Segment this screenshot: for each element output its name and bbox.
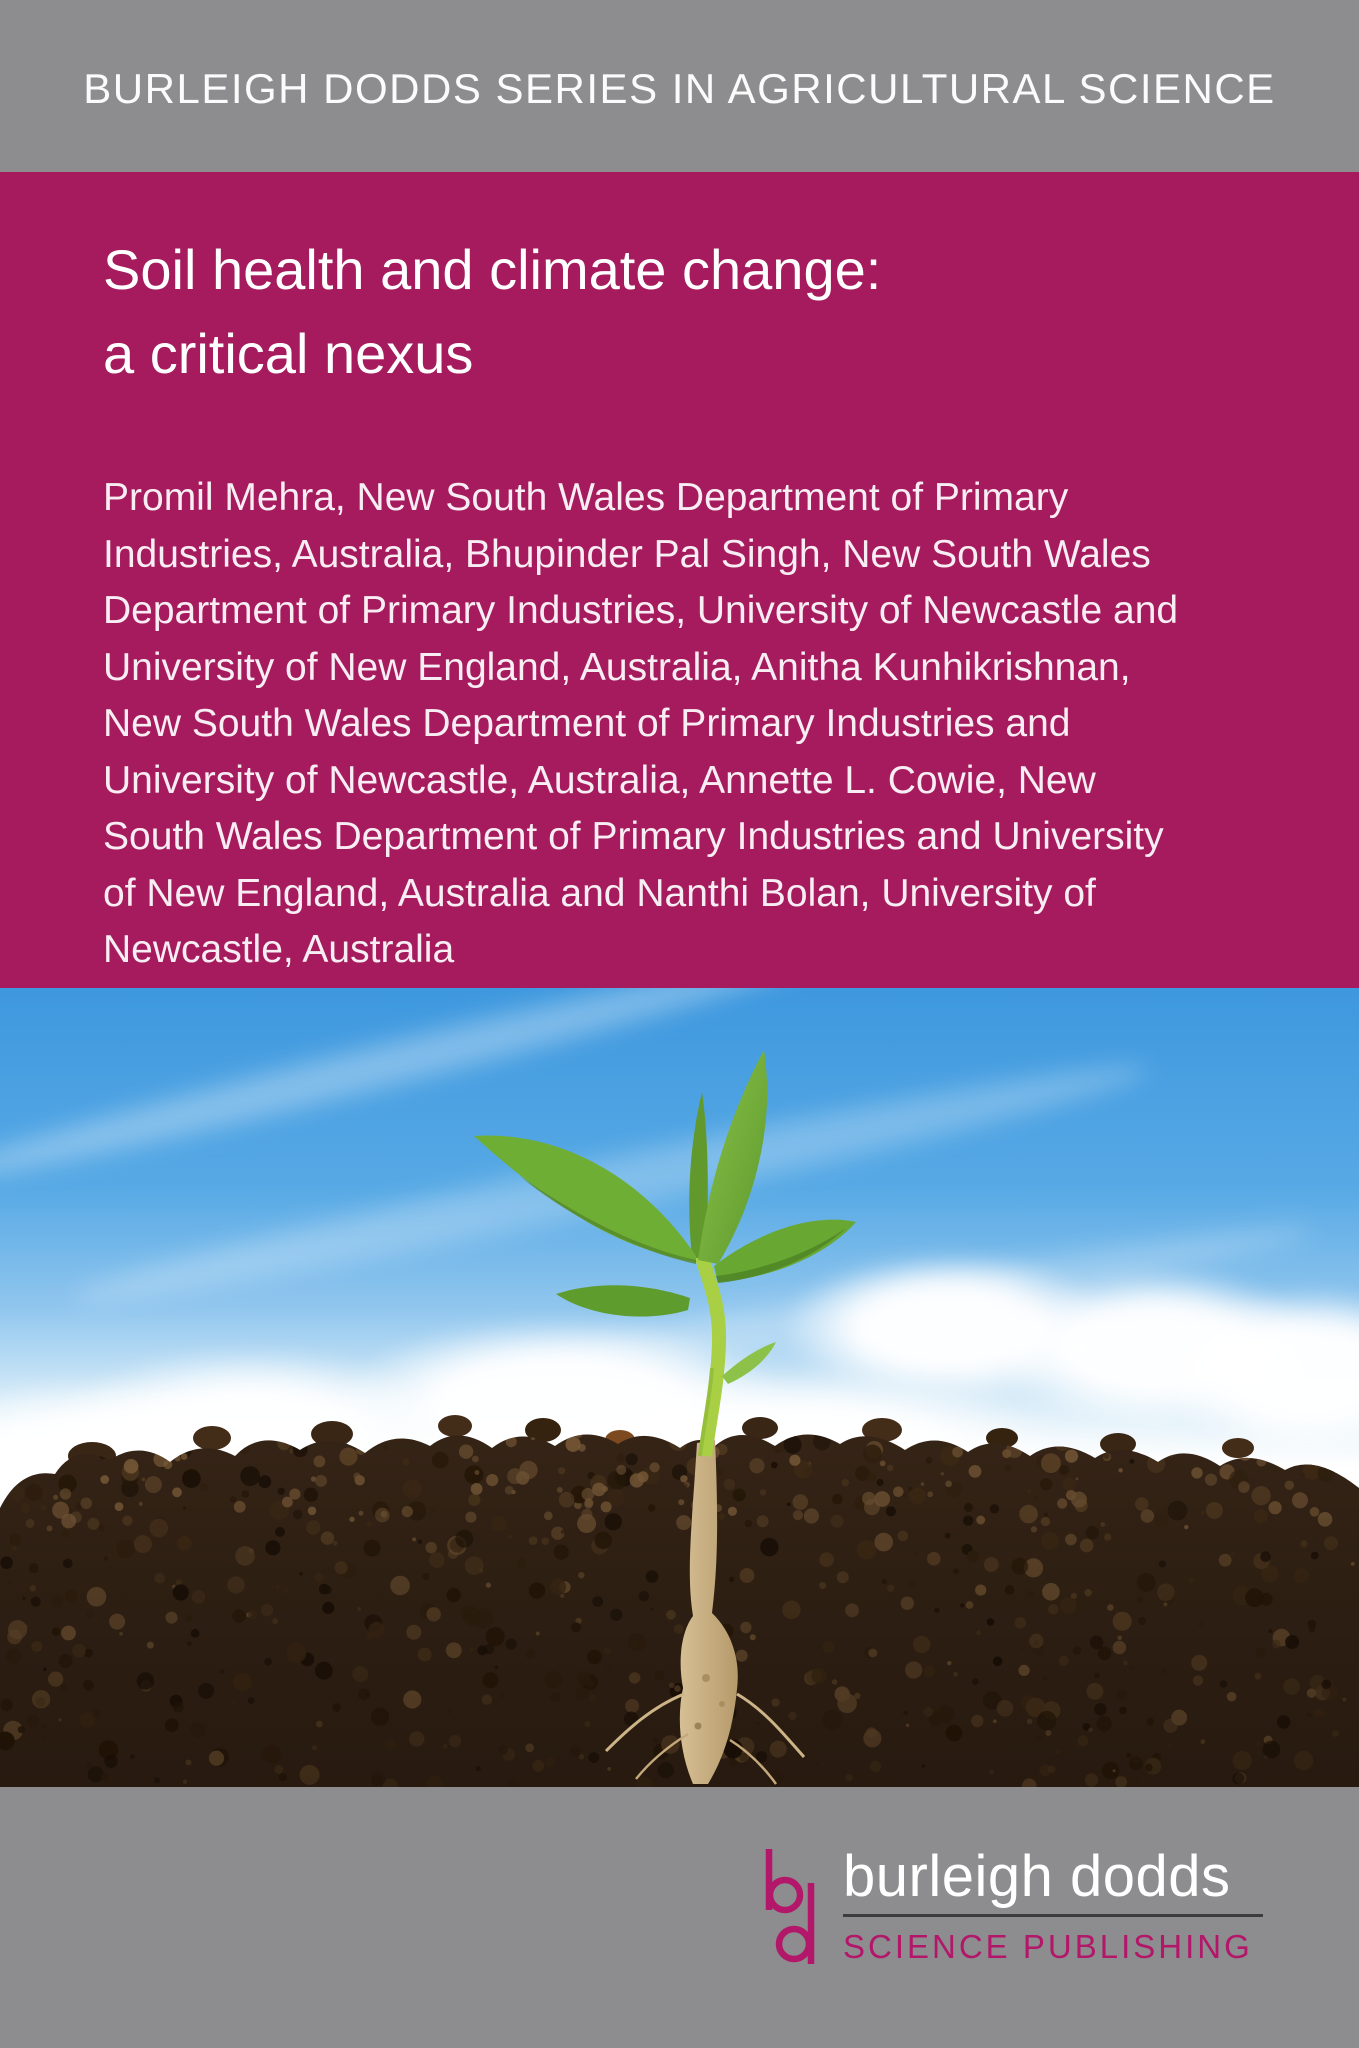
seedling-leaves bbox=[474, 1050, 856, 1384]
book-title-line2: a critical nexus bbox=[103, 322, 474, 385]
series-banner bbox=[0, 0, 1359, 172]
seedling-illustration bbox=[0, 988, 1359, 1787]
logo-divider bbox=[843, 1914, 1263, 1917]
authors-line: Promil Mehra, New South Wales Department of Primary bbox=[103, 476, 1069, 519]
publisher-logo bbox=[761, 1844, 1263, 1969]
seedling-root bbox=[606, 1440, 804, 1784]
publisher-footer bbox=[0, 1787, 1359, 2048]
series-title: BURLEIGH DODDS SERIES IN AGRICULTURAL SCIENCE bbox=[83, 65, 1276, 112]
authors-block bbox=[103, 470, 1269, 979]
authors-line: of New England, Australia and Nanthi Bolan, University of bbox=[103, 871, 1096, 915]
bd-monogram-icon bbox=[761, 1849, 825, 1969]
authors-line: University of Newcastle, Australia, Annette L. Cowie, New bbox=[103, 758, 1096, 802]
authors-line: University of New England, Australia, Anitha Kunhikrishnan, bbox=[103, 645, 1131, 689]
authors-line: New South Wales Department of Primary Industries and bbox=[103, 702, 1071, 745]
publisher-subtitle: SCIENCE PUBLISHING bbox=[843, 1928, 1253, 1965]
authors-line: South Wales Department of Primary Industries and University bbox=[103, 815, 1164, 858]
authors-line: Industries, Australia, Bhupinder Pal Singh, New South Wales bbox=[103, 532, 1151, 576]
cover-photo bbox=[0, 988, 1359, 1787]
book-title bbox=[103, 228, 1269, 396]
authors-line: Newcastle, Australia bbox=[103, 928, 455, 971]
authors-line: Department of Primary Industries, University of Newcastle and bbox=[103, 589, 1179, 632]
publisher-wordmark: burleigh dodds bbox=[843, 1844, 1231, 1909]
book-title-line1: Soil health and climate change: bbox=[103, 238, 882, 301]
title-section bbox=[0, 172, 1359, 988]
